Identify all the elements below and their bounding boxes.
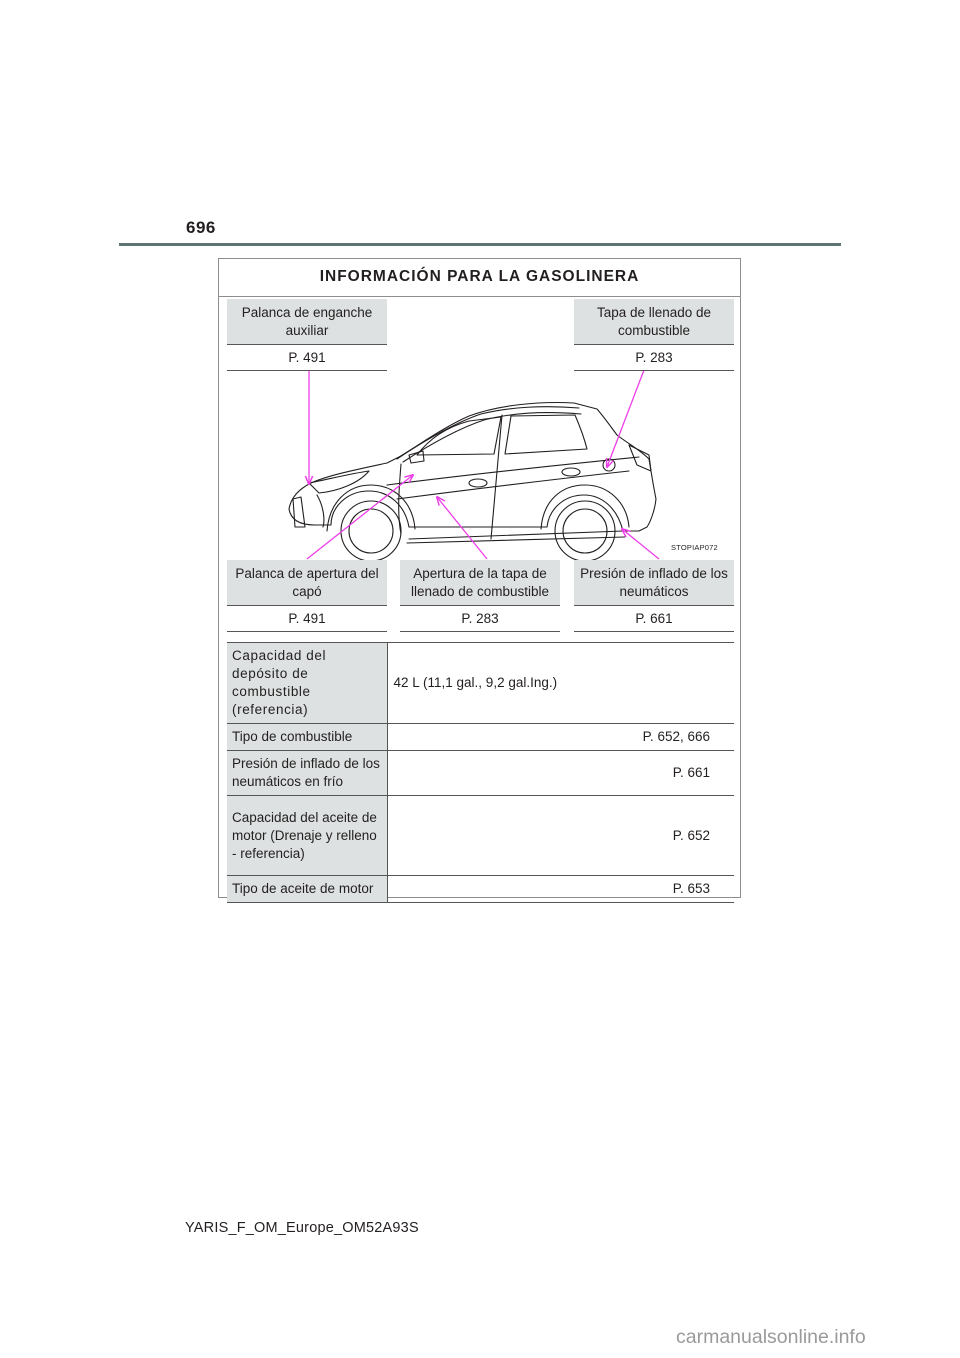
page-number: 696 bbox=[186, 218, 216, 237]
table-row bbox=[227, 643, 734, 724]
callout-fuel-filler-door-opener bbox=[400, 560, 560, 632]
spec-label: Tipo de combustible bbox=[227, 724, 387, 751]
document-footer: YARIS_F_OM_Europe_OM52A93S bbox=[185, 1220, 419, 1236]
spec-label: Presión de inflado de los neumáticos en frío bbox=[227, 751, 387, 796]
spec-value: 42 L (11,1 gal., 9,2 gal.Ing.) bbox=[387, 643, 734, 724]
spec-label: Capacidad del depósito de combustible (referencia) bbox=[227, 643, 387, 724]
box-title: INFORMACIÓN PARA LA GASOLINERA bbox=[219, 259, 740, 297]
callout-page-link[interactable]: P. 491 bbox=[227, 606, 387, 632]
diagram-code: STOPIAP072 bbox=[671, 543, 718, 552]
callout-page-link[interactable]: P. 491 bbox=[227, 345, 387, 371]
watermark-link[interactable]: carmanualsonline.info bbox=[676, 1326, 866, 1348]
spec-label: Capacidad del aceite de motor (Drenaje y relleno - referencia) bbox=[227, 796, 387, 876]
callout-hood-lock-release-lever bbox=[227, 560, 387, 632]
callout-label: Presión de inflado de los neumáticos bbox=[574, 560, 734, 606]
callout-arrows bbox=[307, 370, 659, 559]
callout-fuel-filler-door bbox=[574, 299, 734, 371]
callout-label: Apertura de la tapa de llenado de combustible bbox=[400, 560, 560, 606]
callout-page-link[interactable]: P. 283 bbox=[400, 606, 560, 632]
spec-value-link[interactable]: P. 653 bbox=[387, 876, 734, 903]
callout-tire-inflation-pressure bbox=[574, 560, 734, 632]
header-rule bbox=[119, 243, 841, 246]
callout-page-link[interactable]: P. 283 bbox=[574, 345, 734, 371]
callout-label: Palanca de enganche auxiliar bbox=[227, 299, 387, 345]
table-row bbox=[227, 796, 734, 876]
spec-value-link[interactable]: P. 652, 666 bbox=[387, 724, 734, 751]
spec-table bbox=[227, 642, 734, 903]
table-row bbox=[227, 724, 734, 751]
callout-page-link[interactable]: P. 661 bbox=[574, 606, 734, 632]
table-row bbox=[227, 876, 734, 903]
callout-auxiliary-catch-lever bbox=[227, 299, 387, 371]
car-side-view-icon bbox=[289, 403, 656, 561]
spec-value-link[interactable]: P. 661 bbox=[387, 751, 734, 796]
spec-label: Tipo de aceite de motor bbox=[227, 876, 387, 903]
callout-label: Palanca de apertura del capó bbox=[227, 560, 387, 606]
table-row bbox=[227, 751, 734, 796]
callout-label: Tapa de llenado de combustible bbox=[574, 299, 734, 345]
spec-value-link[interactable]: P. 652 bbox=[387, 796, 734, 876]
fuel-station-info-box bbox=[218, 258, 741, 898]
